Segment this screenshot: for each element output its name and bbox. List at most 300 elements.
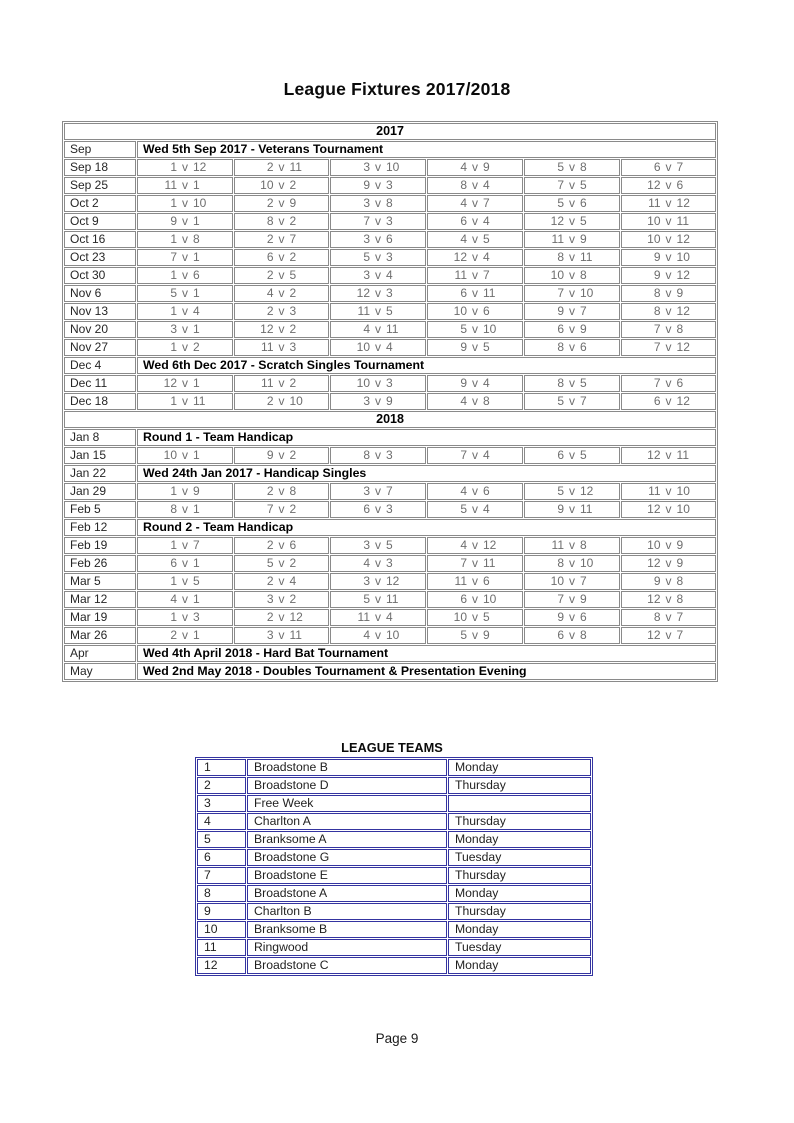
fixture-match <box>427 393 523 410</box>
home-team-number: 12 <box>647 592 661 606</box>
home-team-number: 11 <box>261 340 274 354</box>
versus-label: v <box>375 196 381 210</box>
home-team-number: 10 <box>356 340 370 354</box>
versus-label: v <box>278 484 285 498</box>
fixture-match <box>234 483 329 500</box>
away-team-number: 3 <box>386 250 393 264</box>
away-team-number: 11 <box>676 448 689 462</box>
fixture-date: Feb 5 <box>64 501 136 518</box>
fixture-match <box>234 591 329 608</box>
away-team-number: 3 <box>386 286 393 300</box>
fixtures-row-event <box>64 429 716 446</box>
fixture-match <box>621 393 716 410</box>
home-team-number: 2 <box>170 628 177 642</box>
home-team-number: 11 <box>357 304 370 318</box>
team-row <box>197 849 591 866</box>
versus-label: v <box>182 214 188 228</box>
event-label: Wed 6th Dec 2017 - Scratch Singles Tournament <box>137 357 716 374</box>
team-night: Tuesday <box>448 849 591 866</box>
away-team-number: 11 <box>483 556 496 570</box>
home-team-number: 1 <box>170 394 177 408</box>
home-team-number: 10 <box>647 232 661 246</box>
away-team-number: 6 <box>580 196 587 210</box>
fixtures-row-fixtures <box>64 159 716 176</box>
home-team-number: 10 <box>647 538 661 552</box>
away-team-number: 9 <box>386 394 393 408</box>
away-team-number: 5 <box>483 340 490 354</box>
away-team-number: 5 <box>483 232 490 246</box>
away-team-number: 4 <box>386 610 393 624</box>
fixtures-row-event <box>64 465 716 482</box>
home-team-number: 12 <box>647 502 661 516</box>
home-team-number: 9 <box>557 610 564 624</box>
fixture-match <box>621 285 716 302</box>
home-team-number: 12 <box>647 178 661 192</box>
versus-label: v <box>665 196 672 210</box>
away-team-number: 9 <box>193 484 200 498</box>
fixture-match <box>234 627 329 644</box>
fixture-date: Mar 12 <box>64 591 136 608</box>
team-number: 1 <box>197 759 246 776</box>
fixture-match <box>234 213 329 230</box>
versus-label: v <box>375 610 381 624</box>
home-team-number: 7 <box>460 448 467 462</box>
fixtures-row-fixtures <box>64 213 716 230</box>
team-night: Thursday <box>448 867 591 884</box>
team-name: Broadstone G <box>247 849 447 866</box>
versus-label: v <box>375 214 381 228</box>
fixture-match <box>524 303 620 320</box>
home-team-number: 4 <box>363 556 370 570</box>
versus-label: v <box>472 376 478 390</box>
home-team-number: 8 <box>460 178 467 192</box>
home-team-number: 5 <box>460 322 467 336</box>
fixture-date: Sep <box>64 141 136 158</box>
team-number: 4 <box>197 813 246 830</box>
fixture-match <box>524 555 620 572</box>
fixture-match <box>524 393 620 410</box>
home-team-number: 4 <box>363 628 370 642</box>
fixture-date: Apr <box>64 645 136 662</box>
versus-label: v <box>375 376 381 390</box>
fixture-match <box>330 213 426 230</box>
home-team-number: 4 <box>460 232 467 246</box>
home-team-number: 2 <box>266 304 274 318</box>
fixture-match <box>234 159 329 176</box>
fixtures-row-event <box>64 645 716 662</box>
away-team-number: 9 <box>580 592 587 606</box>
away-team-number: 8 <box>483 394 490 408</box>
fixture-match <box>137 573 233 590</box>
fixture-match <box>524 285 620 302</box>
home-team-number: 7 <box>557 178 564 192</box>
away-team-number: 4 <box>483 448 490 462</box>
versus-label: v <box>569 304 575 318</box>
fixture-match <box>330 267 426 284</box>
versus-label: v <box>569 556 575 570</box>
home-team-number: 11 <box>551 538 564 552</box>
home-team-number: 2 <box>266 484 274 498</box>
team-number: 6 <box>197 849 246 866</box>
home-team-number: 11 <box>551 232 564 246</box>
home-team-number: 8 <box>557 250 564 264</box>
page-title: League Fixtures 2017/2018 <box>283 79 511 99</box>
versus-label: v <box>569 448 575 462</box>
fixture-match <box>234 285 329 302</box>
away-team-number: 1 <box>193 322 200 336</box>
fixture-match <box>330 627 426 644</box>
versus-label: v <box>472 268 478 282</box>
fixtures-table-body <box>64 123 716 680</box>
fixture-date: Dec 11 <box>64 375 136 392</box>
versus-label: v <box>278 394 285 408</box>
team-name: Broadstone C <box>247 957 447 974</box>
versus-label: v <box>182 286 188 300</box>
fixture-match <box>137 591 233 608</box>
versus-label: v <box>665 610 672 624</box>
away-team-number: 12 <box>676 340 690 354</box>
team-night: Monday <box>448 921 591 938</box>
home-team-number: 2 <box>266 538 274 552</box>
away-team-number: 4 <box>483 502 490 516</box>
home-team-number: 12 <box>550 214 564 228</box>
away-team-number: 1 <box>193 448 200 462</box>
fixture-date: Feb 26 <box>64 555 136 572</box>
home-team-number: 6 <box>653 394 661 408</box>
home-team-number: 10 <box>647 214 661 228</box>
away-team-number: 8 <box>580 628 587 642</box>
away-team-number: 3 <box>289 340 297 354</box>
fixtures-row-fixtures <box>64 447 716 464</box>
fixture-match <box>427 555 523 572</box>
fixture-match <box>524 177 620 194</box>
away-team-number: 1 <box>193 556 200 570</box>
home-team-number: 3 <box>363 484 370 498</box>
fixture-match <box>234 195 329 212</box>
team-name: Free Week <box>247 795 447 812</box>
page-number: Page 9 <box>375 1031 419 1046</box>
fixture-match <box>427 375 523 392</box>
fixture-date: Feb 12 <box>64 519 136 536</box>
versus-label: v <box>182 160 188 174</box>
away-team-number: 12 <box>676 304 690 318</box>
event-label: Round 2 - Team Handicap <box>137 519 716 536</box>
home-team-number: 6 <box>460 592 467 606</box>
away-team-number: 4 <box>483 178 490 192</box>
versus-label: v <box>182 574 188 588</box>
home-team-number: 8 <box>557 376 564 390</box>
away-team-number: 6 <box>580 340 587 354</box>
fixture-match <box>330 177 426 194</box>
away-team-number: 8 <box>386 196 393 210</box>
home-team-number: 9 <box>653 268 661 282</box>
fixture-date: Nov 20 <box>64 321 136 338</box>
versus-label: v <box>569 340 575 354</box>
versus-label: v <box>182 304 188 318</box>
versus-label: v <box>569 250 575 264</box>
versus-label: v <box>665 556 672 570</box>
versus-label: v <box>375 286 381 300</box>
fixture-match <box>137 447 233 464</box>
versus-label: v <box>182 610 188 624</box>
versus-label: v <box>375 304 381 318</box>
home-team-number: 12 <box>647 448 661 462</box>
versus-label: v <box>375 502 381 516</box>
versus-label: v <box>569 214 575 228</box>
away-team-number: 9 <box>580 232 587 246</box>
away-team-number: 5 <box>483 610 490 624</box>
away-team-number: 8 <box>193 232 200 246</box>
fixture-match <box>524 573 620 590</box>
versus-label: v <box>665 448 672 462</box>
versus-label: v <box>569 286 575 300</box>
away-team-number: 4 <box>386 340 393 354</box>
away-team-number: 4 <box>483 250 490 264</box>
fixture-match <box>137 267 233 284</box>
fixture-date: Mar 26 <box>64 627 136 644</box>
versus-label: v <box>472 448 478 462</box>
team-name: Broadstone D <box>247 777 447 794</box>
versus-label: v <box>278 304 285 318</box>
versus-label: v <box>472 610 478 624</box>
away-team-number: 3 <box>386 556 393 570</box>
versus-label: v <box>375 484 381 498</box>
home-team-number: 1 <box>170 304 177 318</box>
fixture-date: Feb 19 <box>64 537 136 554</box>
fixture-date: Jan 22 <box>64 465 136 482</box>
versus-label: v <box>472 286 478 300</box>
fixture-match <box>330 573 426 590</box>
home-team-number: 12 <box>356 286 370 300</box>
fixture-date: Jan 29 <box>64 483 136 500</box>
fixture-match <box>621 501 716 518</box>
home-team-number: 4 <box>266 286 274 300</box>
away-team-number: 5 <box>580 448 587 462</box>
away-team-number: 12 <box>580 484 594 498</box>
fixture-date: Jan 8 <box>64 429 136 446</box>
fixture-match <box>234 375 329 392</box>
fixtures-row-fixtures <box>64 321 716 338</box>
home-team-number: 7 <box>170 250 177 264</box>
versus-label: v <box>375 448 381 462</box>
away-team-number: 2 <box>289 250 297 264</box>
away-team-number: 6 <box>676 376 684 390</box>
fixtures-row-fixtures <box>64 537 716 554</box>
away-team-number: 3 <box>193 610 200 624</box>
fixture-match <box>137 177 233 194</box>
team-number: 12 <box>197 957 246 974</box>
away-team-number: 9 <box>580 322 587 336</box>
away-team-number: 9 <box>483 628 490 642</box>
versus-label: v <box>569 574 575 588</box>
versus-label: v <box>278 232 285 246</box>
home-team-number: 11 <box>648 484 661 498</box>
versus-label: v <box>278 340 285 354</box>
team-row <box>197 759 591 776</box>
versus-label: v <box>278 448 285 462</box>
away-team-number: 2 <box>289 592 297 606</box>
away-team-number: 9 <box>289 196 297 210</box>
home-team-number: 9 <box>170 214 177 228</box>
away-team-number: 1 <box>193 250 200 264</box>
fixture-match <box>330 447 426 464</box>
fixture-date: Nov 6 <box>64 285 136 302</box>
home-team-number: 8 <box>170 502 177 516</box>
home-team-number: 11 <box>454 574 467 588</box>
away-team-number: 5 <box>580 178 587 192</box>
fixtures-row-fixtures <box>64 555 716 572</box>
fixture-match <box>137 339 233 356</box>
fixture-match <box>621 321 716 338</box>
fixture-match <box>137 303 233 320</box>
home-team-number: 6 <box>363 502 370 516</box>
fixtures-row-fixtures <box>64 609 716 626</box>
fixtures-row-fixtures <box>64 591 716 608</box>
away-team-number: 11 <box>289 160 302 174</box>
versus-label: v <box>569 376 575 390</box>
versus-label: v <box>569 484 575 498</box>
fixture-match <box>330 285 426 302</box>
fixture-match <box>621 159 716 176</box>
fixture-date: Oct 23 <box>64 249 136 266</box>
fixture-match <box>137 483 233 500</box>
fixture-date: Sep 25 <box>64 177 136 194</box>
versus-label: v <box>375 538 381 552</box>
fixture-match <box>427 501 523 518</box>
fixture-match <box>621 627 716 644</box>
versus-label: v <box>278 538 285 552</box>
away-team-number: 11 <box>386 592 399 606</box>
home-team-number: 11 <box>261 376 274 390</box>
versus-label: v <box>665 286 672 300</box>
away-team-number: 12 <box>483 538 497 552</box>
home-team-number: 11 <box>164 178 177 192</box>
team-row <box>197 813 591 830</box>
fixtures-row-event <box>64 141 716 158</box>
away-team-number: 1 <box>193 214 200 228</box>
versus-label: v <box>182 376 188 390</box>
team-night: Tuesday <box>448 939 591 956</box>
fixture-match <box>137 393 233 410</box>
away-team-number: 9 <box>676 538 684 552</box>
away-team-number: 10 <box>193 196 207 210</box>
away-team-number: 5 <box>386 538 393 552</box>
league-teams-table-body <box>197 759 591 974</box>
versus-label: v <box>182 556 188 570</box>
versus-label: v <box>472 484 478 498</box>
away-team-number: 8 <box>676 322 684 336</box>
versus-label: v <box>375 628 381 642</box>
home-team-number: 1 <box>170 538 177 552</box>
event-label: Round 1 - Team Handicap <box>137 429 716 446</box>
fixture-date: Mar 19 <box>64 609 136 626</box>
versus-label: v <box>182 394 188 408</box>
away-team-number: 2 <box>289 376 297 390</box>
fixture-match <box>621 573 716 590</box>
fixture-match <box>330 159 426 176</box>
away-team-number: 5 <box>386 304 393 318</box>
fixture-match <box>330 537 426 554</box>
fixture-match <box>234 303 329 320</box>
team-night <box>448 795 591 812</box>
team-row <box>197 957 591 974</box>
away-team-number: 3 <box>386 214 393 228</box>
away-team-number: 9 <box>676 556 684 570</box>
home-team-number: 7 <box>653 376 661 390</box>
fixture-match <box>621 483 716 500</box>
fixture-match <box>621 375 716 392</box>
fixture-match <box>427 483 523 500</box>
home-team-number: 6 <box>653 160 661 174</box>
home-team-number: 11 <box>357 610 370 624</box>
team-name: Charlton B <box>247 903 447 920</box>
fixture-match <box>427 285 523 302</box>
versus-label: v <box>182 232 188 246</box>
fixture-match <box>137 195 233 212</box>
away-team-number: 9 <box>676 286 684 300</box>
fixture-match <box>234 249 329 266</box>
away-team-number: 5 <box>289 268 297 282</box>
fixture-match <box>234 537 329 554</box>
away-team-number: 2 <box>289 178 297 192</box>
away-team-number: 2 <box>289 502 297 516</box>
versus-label: v <box>472 214 478 228</box>
fixture-match <box>137 501 233 518</box>
versus-label: v <box>665 394 672 408</box>
home-team-number: 6 <box>460 286 467 300</box>
fixtures-row-fixtures <box>64 267 716 284</box>
versus-label: v <box>665 340 672 354</box>
away-team-number: 7 <box>386 484 393 498</box>
fixture-match <box>427 321 523 338</box>
versus-label: v <box>278 160 285 174</box>
fixture-match <box>621 609 716 626</box>
versus-label: v <box>182 448 188 462</box>
away-team-number: 2 <box>289 286 297 300</box>
away-team-number: 12 <box>676 196 690 210</box>
versus-label: v <box>278 574 285 588</box>
away-team-number: 4 <box>289 574 297 588</box>
team-number: 7 <box>197 867 246 884</box>
away-team-number: 5 <box>580 376 587 390</box>
home-team-number: 8 <box>653 286 661 300</box>
team-row <box>197 795 591 812</box>
away-team-number: 8 <box>676 574 684 588</box>
fixture-date: Dec 4 <box>64 357 136 374</box>
fixture-match <box>234 321 329 338</box>
fixtures-row-year <box>64 411 716 428</box>
fixture-match <box>621 555 716 572</box>
home-team-number: 3 <box>363 160 370 174</box>
fixture-match <box>234 573 329 590</box>
versus-label: v <box>569 268 575 282</box>
home-team-number: 12 <box>260 322 274 336</box>
home-team-number: 8 <box>363 448 370 462</box>
team-number: 2 <box>197 777 246 794</box>
fixture-match <box>427 609 523 626</box>
away-team-number: 8 <box>676 592 684 606</box>
event-label: Wed 4th April 2018 - Hard Bat Tournament <box>137 645 716 662</box>
versus-label: v <box>665 304 672 318</box>
team-name: Broadstone E <box>247 867 447 884</box>
fixtures-row-fixtures <box>64 249 716 266</box>
home-team-number: 1 <box>170 610 177 624</box>
team-name: Ringwood <box>247 939 447 956</box>
away-team-number: 1 <box>193 628 200 642</box>
fixture-match <box>621 303 716 320</box>
away-team-number: 8 <box>580 538 587 552</box>
home-team-number: 1 <box>170 160 177 174</box>
